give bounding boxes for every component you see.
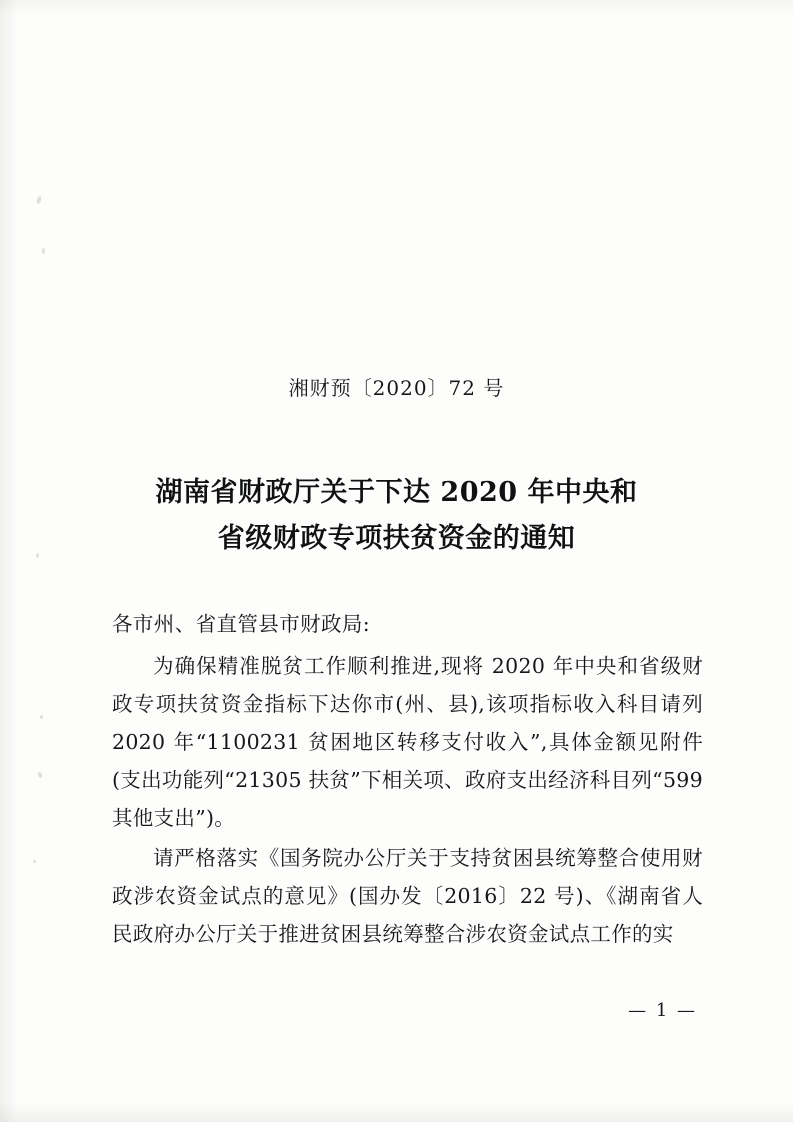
scan-speck [36,196,42,205]
page-edge-shade-top [0,0,793,14]
scan-speck [37,771,43,778]
document-number: 湘财预〔2020〕72 号 [288,376,505,400]
body-paragraph: 请严格落实《国务院办公厅关于支持贫困县统筹整合使用财政涉农资金试点的意见》(国办发〔2016〕22 号)、《湖南省人民政府办公厅关于推进贫困县统筹整合涉农资金试点工作的实 [112,846,703,946]
scan-speck [42,248,45,254]
page-title-line-2: 省级财政专项扶贫资金的通知 [217,523,576,554]
body-paragraph: 为确保精准脱贫工作顺利推进,现将 2020 年中央和省级财政专项扶贫资金指标下达你市(州、县),该项指标收入科目请列 2020 年“1100231 贫困地区转移支付收入”,具体金额见附件(支出功能列“21305 扶贫”下相关项、政府支出经济科目列“599 其他支出”)。 [112,654,703,830]
page-edge-shade-left [0,0,18,1122]
page-title [110,470,683,562]
page-number: — 1 — [628,1000,697,1021]
page-edge-shade-bottom [0,1102,793,1122]
document-body [112,605,703,955]
scan-speck [33,860,36,863]
salutation: 各市州、省直管县市财政局: [112,612,371,636]
page-title-line-1: 湖南省财政厅关于下达 2020 年中央和 [155,477,638,508]
scan-speck [36,553,39,558]
scan-speck [40,715,43,719]
